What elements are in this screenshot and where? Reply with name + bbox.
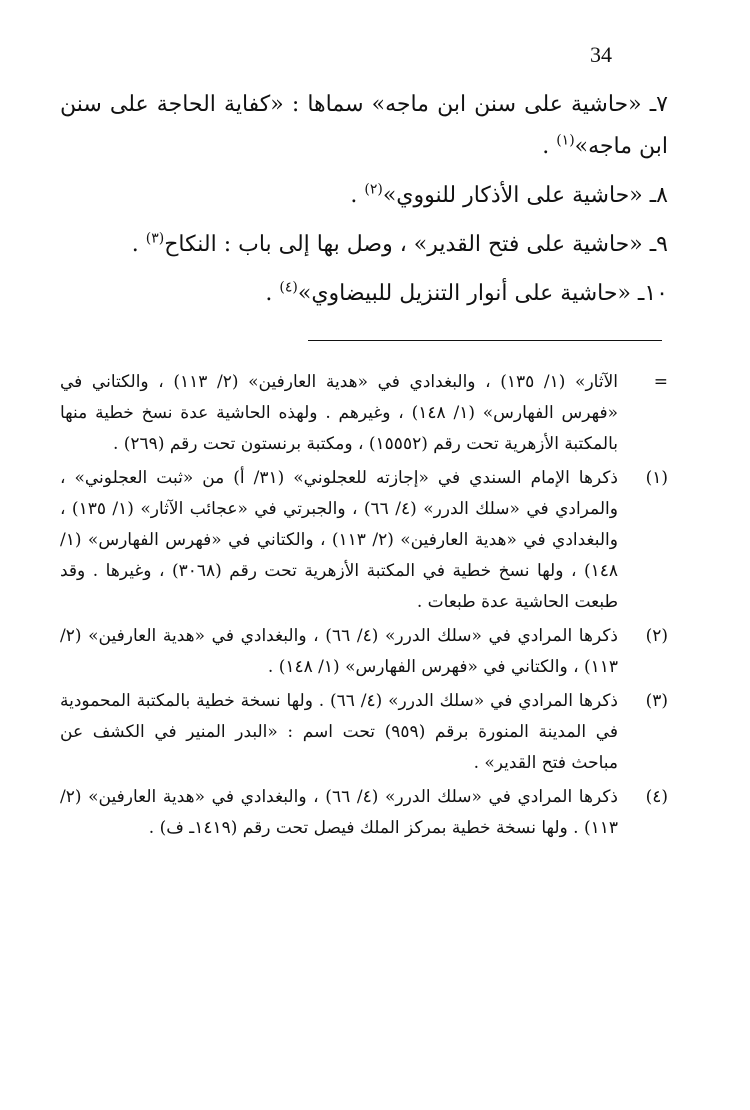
list-item-text: ٨ـ «حاشية على الأذكار للنووي» (382, 183, 668, 208)
footnote-divider (308, 340, 662, 341)
footnote-text: ذكرها الإمام السندي في «إجازته للعجلوني» (٣١/ أ) من «ثبت العجلوني» ، والمرادي في «سلك الدرر» (٤/ ٦٦) ، والجبرتي في «عجائب الآثار» (١/ ١٣٥) ، والبغدادي في «هدية العارفين» (٢/ ١١٣) ، والكتاني في «فهرس الفهارس» (١/ ١٤٨) ، ولها نسخ خطية في المكتبة الأزهرية تحت رقم (٣٠٦٨) ، وغيرها . وقد طبعت الحاشية عدة طبعات . (60, 468, 618, 612)
footnote-text: الآثار» (١/ ١٣٥) ، والبغدادي في «هدية العارفين» (٢/ ١١٣) ، والكتاني في «فهرس الفهارس» (١/ ١٤٨) ، وغيرهم . ولهذه الحاشية عدة نسخ خطية منها بالمكتبة الأزهرية تحت رقم (١٥٥٥٢) ، ومكتبة برنستون تحت رقم (٢٦٩) . (60, 372, 618, 454)
footnote-text: ذكرها المرادي في «سلك الدرر» (٤/ ٦٦) . ولها نسخة خطية بالمكتبة المحمودية في المدينة المنورة برقم (٩٥٩) تحت اسم : «البدر المنير في الكشف عن مباحث فتح القدير» . (60, 691, 618, 773)
footnote (60, 621, 668, 683)
footnote (60, 463, 668, 618)
footnote-marker: = (653, 372, 668, 392)
footnote (60, 782, 668, 844)
footnote-marker: (١) (645, 468, 668, 488)
list-item-tail: . (350, 183, 365, 208)
main-text (60, 84, 668, 322)
footnote-ref: (٣) (145, 230, 165, 247)
list-item (60, 84, 668, 168)
footnote-ref: (٤) (279, 279, 298, 296)
footnote (60, 686, 668, 779)
footnote-ref: (٢) (364, 181, 383, 198)
footnotes (60, 367, 668, 847)
page-number: 34 (590, 42, 612, 67)
list-item-text: ١٠ـ «حاشية على أنوار التنزيل للبيضاوي» (297, 281, 668, 306)
list-item-text: ٩ـ «حاشية على فتح القدير» ، وصل بها إلى باب : النكاح (164, 232, 668, 257)
list-item (60, 224, 668, 266)
list-item-text: ٧ـ «حاشية على سنن ابن ماجه» سماها : «كفاية الحاجة على سنن ابن ماجه» (60, 92, 668, 159)
list-item-tail: . (131, 232, 146, 257)
footnote-text: ذكرها المرادي في «سلك الدرر» (٤/ ٦٦) ، والبغدادي في «هدية العارفين» (٢/ ١١٣) . ولها نسخة خطية بمركز الملك فيصل تحت رقم (١٤١٩ـ ف) . (60, 787, 618, 838)
footnote-text: ذكرها المرادي في «سلك الدرر» (٤/ ٦٦) ، والبغدادي في «هدية العارفين» (٢/ ١١٣) ، والكتاني في «فهرس الفهارس» (١/ ١٤٨) . (60, 626, 618, 677)
footnote (60, 367, 668, 460)
list-item (60, 273, 668, 315)
footnote-marker: (٤) (645, 787, 668, 807)
footnote-ref: (١) (556, 132, 575, 149)
footnote-marker: (٢) (645, 626, 668, 646)
list-item-tail: . (542, 134, 557, 159)
list-item-tail: . (265, 281, 280, 306)
list-item (60, 175, 668, 217)
footnote-marker: (٣) (645, 691, 668, 711)
